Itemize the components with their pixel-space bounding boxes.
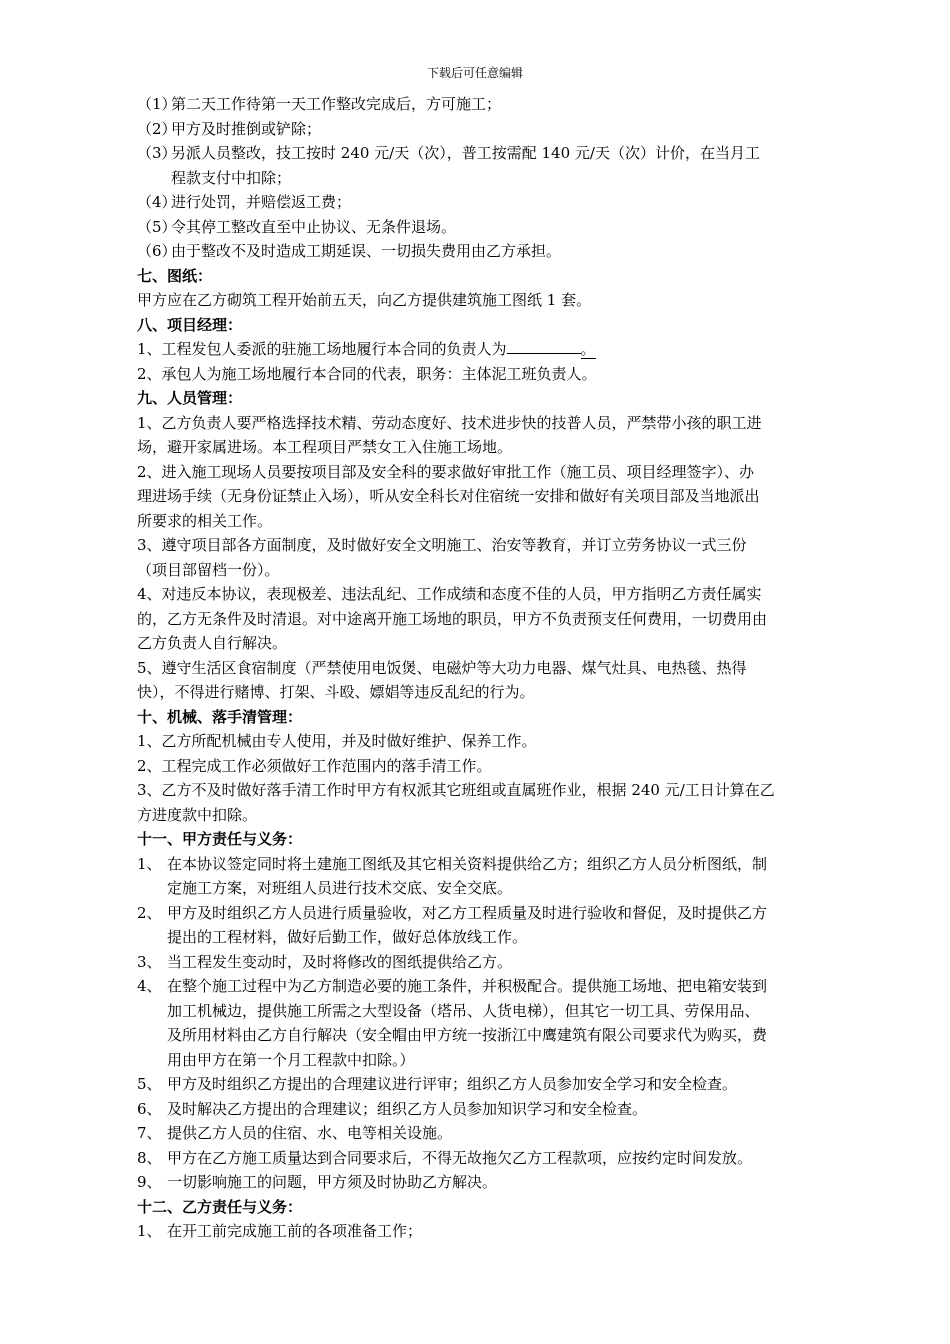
list-number: 1、 [137,854,162,873]
paragraph-line: 快），不得进行赌博、打架、斗殴、嫖娼等违反乱纪的行为。 [137,683,535,701]
section-heading-party-b-duties: 十二、乙方责任与义务： [137,1197,303,1216]
list-item [137,950,849,975]
list-text: 及时解决乙方提出的合理建议；组织乙方人员参加知识学习和安全检查。 [167,1099,648,1118]
list-text: 令其停工整改直至中止协议、无条件退场。 [171,217,457,236]
list-text: 进行处罚，并赔偿返工费； [171,193,352,211]
fill-in-blank [507,338,581,354]
list-item-continuation: 加工机械边，提供施工所需之大型设备（塔吊、人货电梯），但其它一切工具、劳保用品、 [167,1001,760,1020]
list-text: 提供乙方人员的住宿、水、电等相关设施。 [167,1124,453,1142]
list-item [137,92,849,117]
list-item [137,215,849,240]
list-text: 由于整改不及时造成工期延误、一切损失费用由乙方承担。 [171,242,562,260]
paragraph-line: 方进度款中扣除。 [137,805,258,824]
list-text: 甲方及时推倒或铲除； [171,119,322,138]
list-item [137,1072,849,1097]
list-number: 5、 [137,1075,162,1093]
list-number: （4） [137,193,177,211]
list-number: 7、 [137,1124,162,1142]
list-text: 一切影响施工的问题，甲方须及时协助乙方解决。 [167,1173,498,1191]
list-number: （2） [137,119,177,138]
list-item [137,1121,849,1146]
paragraph-line: 3、遵守项目部各方面制度，及时做好安全文明施工、治安等教育，并订立劳务协议一式三份 [137,536,747,554]
list-number: （5） [137,217,177,236]
list-item [137,1146,849,1171]
paragraph-line: 1、乙方负责人要严格选择技术精、劳动态度好、技术进步快的技普人员，严禁带小孩的职工进 [137,413,762,432]
paragraph-line: 乙方负责人自行解决。 [137,634,288,652]
paragraph-line: 2、进入施工现场人员要按项目部及安全科的要求做好审批工作（施工员、项目经理签字）、办 [137,462,755,481]
paragraph-line: 3、乙方不及时做好落手清工作时甲方有权派其它班组或直属班作业，根据 240 元/工日计算在乙 [137,781,775,799]
paragraph: 2、承包人为施工场地履行本合同的代表，职务：主体泥工班负责人。 [137,364,597,383]
list-number: 9、 [137,1173,162,1191]
list-item [137,141,849,166]
list-item [137,1170,849,1195]
list-text: 甲方及时组织乙方提出的合理建议进行评审；组织乙方人员参加安全学习和安全检查。 [167,1075,738,1093]
section-heading-machinery: 十、机械、落手清管理： [137,707,303,726]
list-item [137,901,849,926]
list-number: 2、 [137,903,162,922]
list-text: 甲方及时组织乙方人员进行质量验收，对乙方工程质量及时进行验收和督促，及时提供乙方 [167,903,768,922]
paragraph-line: 场，避开家属进场。本工程项目严禁女工入住施工场地。 [137,438,513,456]
paragraph [137,337,849,362]
list-item [137,852,849,877]
paragraph-text: 1、工程发包人委派的驻施工场地履行本合同的负责人为 [137,340,507,358]
paragraph-line: 5、遵守生活区食宿制度（严禁使用电饭煲、电磁炉等大功力电器、煤气灶具、电热毯、热得 [137,658,747,677]
paragraph-line: 理进场手续（无身份证禁止入场），听从安全科长对住宿统一安排和做好有关项目部及当地派出 [137,487,760,505]
paragraph-line: 所要求的相关工作。 [137,511,273,530]
list-item [137,1219,849,1244]
list-text: 当工程发生变动时，及时将修改的图纸提供给乙方。 [167,952,513,971]
list-number: 1、 [137,1222,162,1240]
list-item [137,974,849,999]
list-item-continuation: 及所用材料由乙方自行解决（安全帽由甲方统一按浙江中鹰建筑有限公司要求代为购买，费 [167,1026,768,1044]
section-heading-project-manager: 八、项目经理： [137,315,243,334]
list-item [137,190,849,215]
list-number: （3） [137,144,177,162]
section-heading-drawings: 七、图纸： [137,266,213,285]
list-item [137,117,849,142]
list-number: （1） [137,95,177,113]
paragraph: 甲方应在乙方砌筑工程开始前五天，向乙方提供建筑施工图纸 1 套。 [137,291,592,309]
list-number: 3、 [137,952,162,971]
paragraph-line: 4、对违反本协议，表现极差、违法乱纪、工作成绩和态度不佳的人员，甲方指明乙方责任属实 [137,585,762,603]
document-body [137,92,849,1244]
paragraph-line: 的，乙方无条件及时清退。对中途离开施工场地的职员，甲方不负责预支任何费用，一切费用由 [137,609,768,628]
list-item-continuation: 提出的工程材料，做好后勤工作，做好总体放线工作。 [167,928,528,946]
paragraph-line: 2、工程完成工作必须做好工作范围内的落手清工作。 [137,756,492,775]
list-number: 6、 [137,1099,162,1118]
paragraph-line: 1、乙方所配机械由专人使用，并及时做好维护、保养工作。 [137,732,537,750]
list-item [137,239,849,264]
list-text: 在开工前完成施工前的各项准备工作； [167,1222,423,1240]
section-heading-personnel: 九、人员管理： [137,389,243,407]
list-item-continuation: 定施工方案，对班组人员进行技术交底、安全交底。 [167,879,513,897]
list-item [137,1097,849,1122]
list-number: （6） [137,242,177,260]
paragraph-line: （项目部留档一份）。 [137,560,280,579]
list-item-continuation: 程款支付中扣除； [171,168,292,187]
section-heading-party-a-duties: 十一、甲方责任与义务： [137,830,303,848]
list-number: 4、 [137,977,162,995]
page-header: 下载后可任意编辑 [426,66,523,80]
list-number: 8、 [137,1148,162,1167]
list-text: 在本协议签定同时将土建施工图纸及其它相关资料提供给乙方；组织乙方人员分析图纸，制 [167,854,768,873]
paragraph-text: 。 [580,340,596,358]
list-text: 甲方在乙方施工质量达到合同要求后，不得无故拖欠乙方工程款项，应按约定时间发放。 [167,1148,753,1167]
list-text: 在整个施工过程中为乙方制造必要的施工条件，并积极配合。提供施工场地、把电箱安装到 [167,977,768,995]
list-text: 第二天工作待第一天工作整改完成后，方可施工； [171,95,502,113]
list-item-continuation: 用由甲方在第一个月工程款中扣除。） [167,1050,415,1069]
list-text: 另派人员整改，技工按时 240 元/天（次），普工按需配 140 元/天（次）计价，在当月工 [171,144,760,162]
